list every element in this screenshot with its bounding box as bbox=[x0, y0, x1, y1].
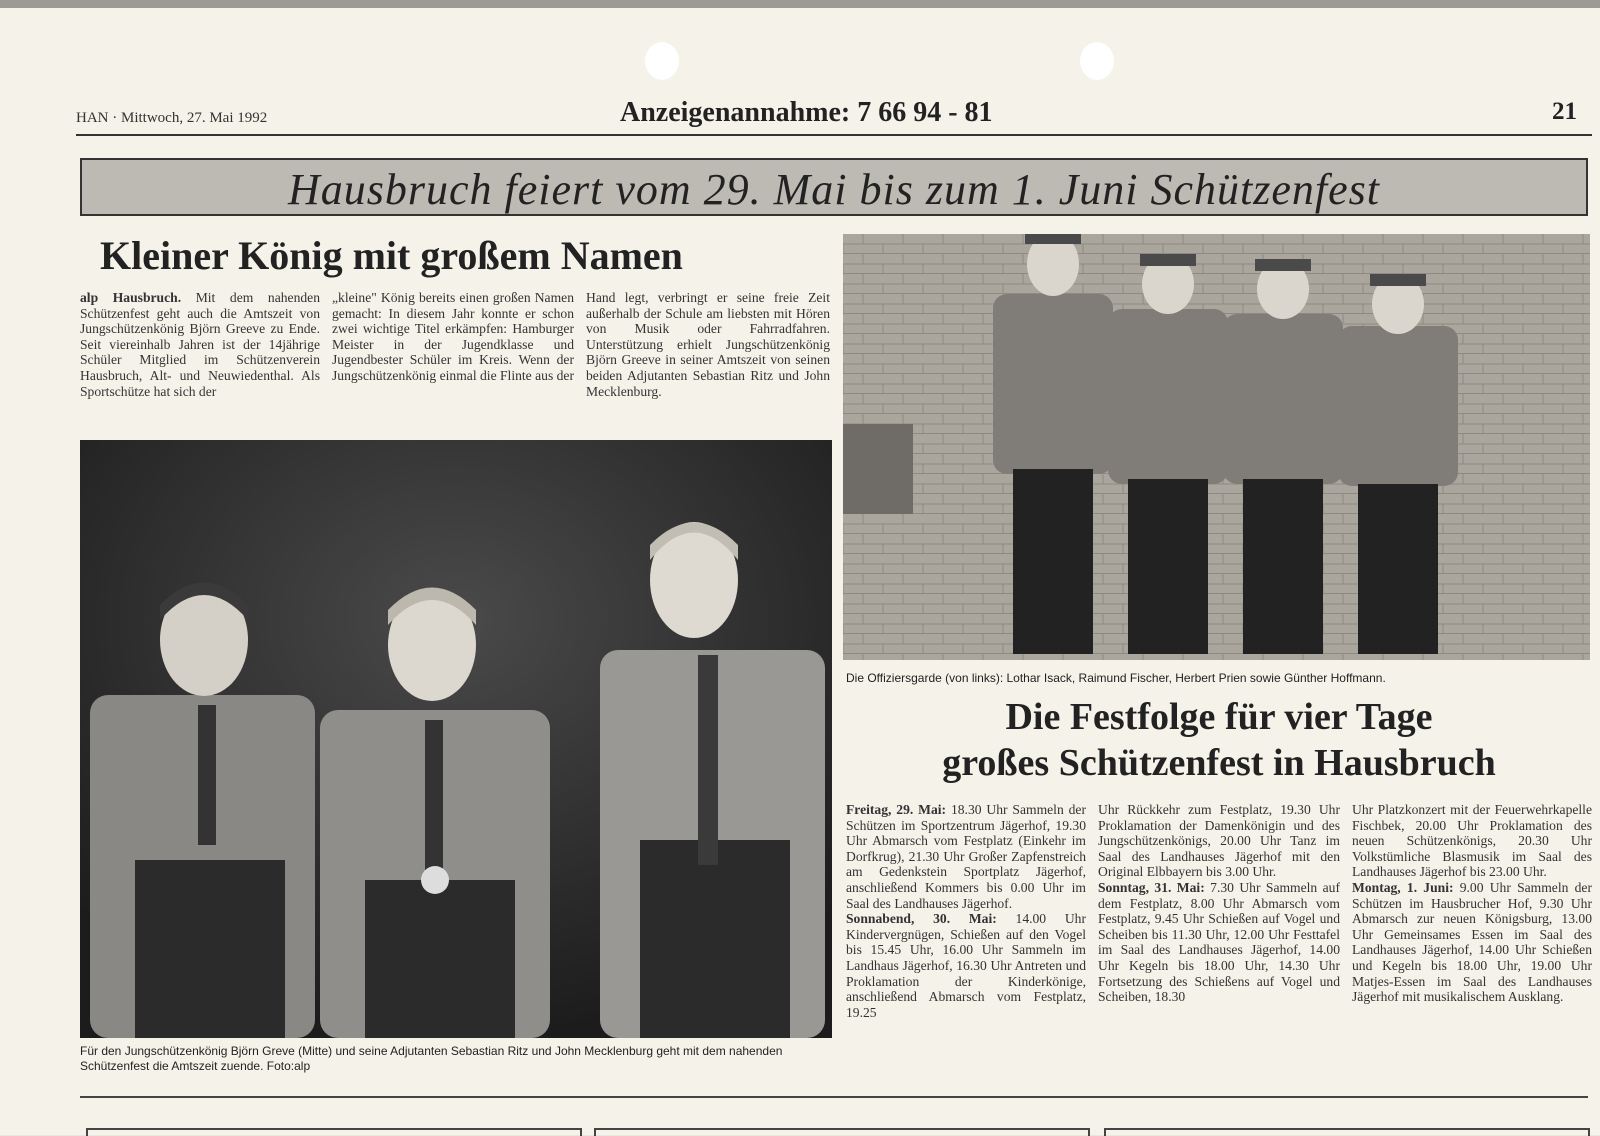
photo1-caption: Für den Jungschützenkönig Björn Greve (Mitte) und seine Adjutanten Sebastian Ritz und John Mecklenburg geht mit dem nahenden Schützenfest die Amtszeit zuende. Foto:alp bbox=[80, 1044, 783, 1073]
article1-column-2 bbox=[332, 290, 574, 384]
article1-column-1 bbox=[80, 290, 320, 399]
article1-col1-text: Mit dem nahenden Schützenfest geht auch die Amtszeit von Jungschützenkönig Björn Greeve zu Ende. Seit viereinhalb Jahren ist der 14jährige Schüler Mitglied im Schützenverein Hausbruch, Alt- und Neuwiedenthal. Als Sportschütze hat sich der bbox=[80, 290, 320, 399]
article1-headline: Kleiner König mit großem Namen bbox=[100, 233, 683, 278]
article1-col2-text: „kleine" König bereits einen großen Namen gemacht: In diesem Jahr konnte er schon zwei wichtige Titel erkämpfen: Hamburger Meister in der Jugendklasse und Jugendbester Schüler im Kreis. Wenn der Jungschützenkönig einmal die Flinte aus der bbox=[332, 290, 574, 383]
sunday-schedule: 7.30 Uhr Sammeln auf dem Festplatz, 8.00 Uhr Abmarsch vom Festplatz, 9.45 Uhr Schießen auf Vogel und Scheiben bis 11.30 Uhr, 12.00 Uhr Festtafel im Saal des Landhauses Jägerhof, 14.00 Uhr Kegeln bis 18.00 Uhr, 14.30 Uhr Fortsetzung des Schießens auf Vogel und Scheiben, 18.30 bbox=[1098, 879, 1340, 1005]
sunday-schedule-cont: Uhr Platzkonzert mit der Feuerwehrkapelle Fischbek, 20.00 Uhr Proklamation des neuen Schützenkönigs, 20.30 Uhr Volkstümliche Blasmusik im Saal des Landhauses Jägerhof bis 23.00 Uhr. bbox=[1352, 802, 1592, 880]
article2-headline-line1: Die Festfolge für vier Tage bbox=[1005, 696, 1433, 738]
day-monday: Montag, 1. Juni: bbox=[1352, 879, 1454, 895]
day-friday: Freitag, 29. Mai: bbox=[846, 802, 947, 817]
monday-schedule: 9.00 Uhr Sammeln der Schützen im Hausbrucher Hof, 9.30 Uhr Abmarsch zur neuen Königsburg, 13.00 Uhr Gemeinsames Essen im Saal des Landhauses Jägerhof, 14.00 Uhr Schießen und Kegeln bis 18.00 Uhr, 19.00 Uhr Matjes-Essen im Saal des Landhauses Jägerhof mit musikalischem Ausklang. bbox=[1352, 879, 1592, 1005]
photo2-caption: Die Offiziersgarde (von links): Lothar Isack, Raimund Fischer, Herbert Prien sowie Günther Hoffmann. bbox=[846, 671, 1386, 685]
saturday-schedule-cont: Uhr Rückkehr zum Festplatz, 19.30 Uhr Proklamation der Damenkönigin und des Jungschützenkönigs, 20.00 Uhr Tanz im Saal des Landhauses Jägerhof mit den Original Elbbayern bis 3.00 Uhr. bbox=[1098, 802, 1340, 880]
punch-hole bbox=[1080, 42, 1114, 80]
article2-column-2 bbox=[1098, 802, 1340, 1005]
window bbox=[843, 424, 913, 514]
photo-jungschuetzen bbox=[80, 440, 832, 1038]
page-number: 21 bbox=[1552, 98, 1577, 125]
photo-offiziersgarde bbox=[843, 234, 1590, 660]
article2-column-1 bbox=[846, 802, 1086, 1020]
article1-column-3 bbox=[586, 290, 830, 399]
section-banner bbox=[80, 158, 1588, 216]
top-edge bbox=[0, 0, 1600, 8]
issue-date: HAN · Mittwoch, 27. Mai 1992 bbox=[76, 110, 268, 126]
article2-column-3 bbox=[1352, 802, 1592, 1005]
banner-text: Hausbruch feiert vom 29. Mai bis zum 1. Juni Schützenfest bbox=[287, 165, 1381, 214]
article1-col3-text: Hand legt, verbringt er seine freie Zeit außerhalb der Schule am liebsten mit Hören von Musik oder Fahrradfahren. Unterstützung erhielt Jungschützenkönig Björn Greeve in seiner Amtszeit von seinen beiden Adjutanten Sebastian Ritz und John Mecklenburg. bbox=[586, 290, 830, 399]
punch-hole bbox=[645, 42, 679, 80]
day-saturday: Sonnabend, 30. Mai: bbox=[846, 911, 997, 927]
header-rule bbox=[76, 134, 1592, 136]
ad-hotline: Anzeigenannahme: 7 66 94 - 81 bbox=[620, 97, 993, 128]
bottom-rule bbox=[80, 1096, 1588, 1098]
dateline: alp Hausbruch. bbox=[80, 290, 182, 305]
article2-headline-line2: großes Schützenfest in Hausbruch bbox=[942, 742, 1496, 784]
friday-schedule: 18.30 Uhr Sammeln der Schützen im Sportzentrum Jägerhof, 19.30 Uhr Abmarsch vom Festplatz (Einkehr im Dorfkrug), 21.30 Uhr Großer Zapfenstreich am Gedenkstein Sportplatz Jägerhof, anschließend Kommers bis 0.00 Uhr im Saal des Landhauses Jägerhof. bbox=[846, 802, 1086, 911]
day-sunday: Sonntag, 31. Mai: bbox=[1098, 879, 1205, 895]
saturday-schedule: 14.00 Uhr Kindervergnügen, Schießen auf den Vogel bis 15.45 Uhr, 16.00 Uhr Sammeln im Landhaus Jägerhof, 16.30 Uhr Antreten und Proklamation der Kinderkönige, anschließend Abmarsch vom Festplatz, 19.25 bbox=[846, 911, 1086, 1020]
